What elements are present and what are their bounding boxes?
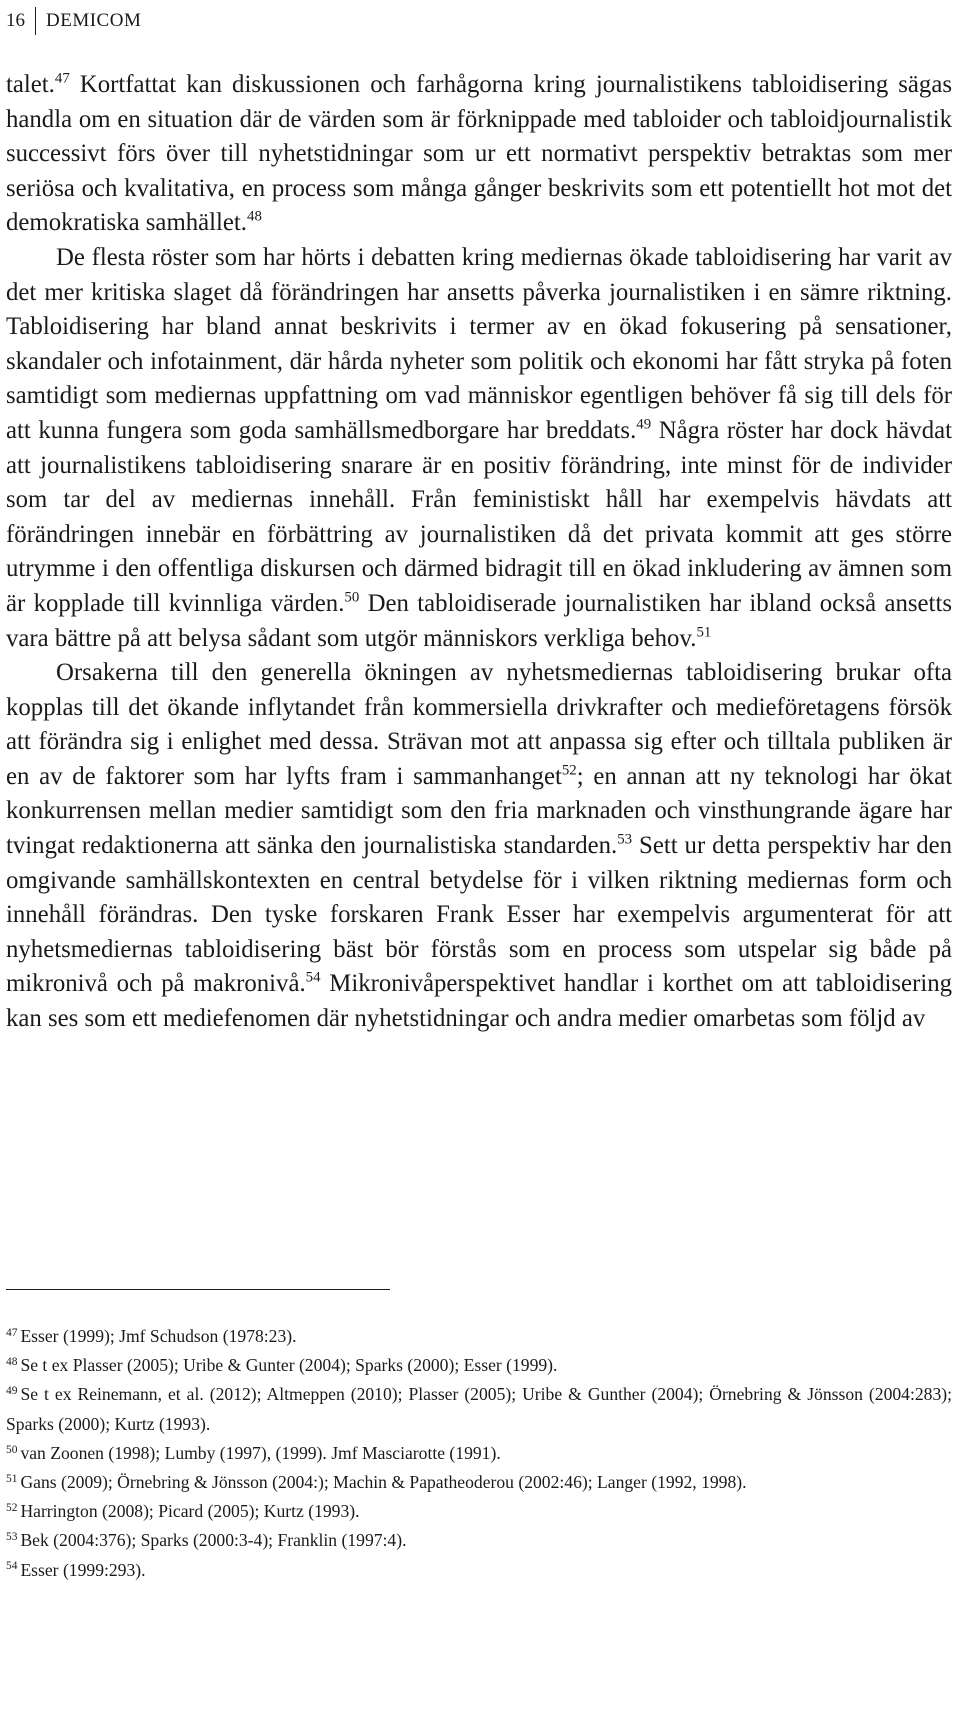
text-run: Orsakerna till den generella ökningen av nyhetsmediernas tabloidisering brukar ofta kopplas till det ökande inflytandet från kommersiella drivkrafter och medieföretagens försök att förändra sig i enlighet med dessa. Strävan mot att anpassa sig efter och tilltala publiken är en av de faktorer som har lyfts fram i sammanhanget bbox=[6, 659, 952, 790]
footnote-text: Esser (1999); Jmf Schudson (1978:23). bbox=[20, 1326, 297, 1346]
footnote-text: Bek (2004:376); Sparks (2000:3-4); Franklin (1997:4). bbox=[20, 1530, 407, 1551]
footnote-text: Esser (1999:293). bbox=[20, 1559, 146, 1580]
paragraph-2 bbox=[6, 241, 952, 656]
footnote-number: 47 bbox=[6, 1326, 18, 1339]
footnote-48 bbox=[6, 1351, 952, 1380]
text-run: ; en annan att ny teknologi har ökat konkurrensen mellan medier samtidigt som den fria marknaden och vinsthungrande ägare har tvingat redaktionerna att sänka den journalistiska standarden. bbox=[6, 762, 952, 860]
footnotes bbox=[6, 1322, 952, 1585]
footnote-51 bbox=[6, 1468, 952, 1497]
text-run: Den tabloidiserade journalistiken har ibland också ansetts vara bättre på att belysa sådant som utgör människors verkliga behov. bbox=[6, 589, 952, 652]
footnote-47 bbox=[6, 1322, 952, 1351]
footnote-number: 51 bbox=[6, 1472, 18, 1485]
footnote-text: Se t ex Plasser (2005); Uribe & Gunter (2004); Sparks (2000); Esser (1999). bbox=[20, 1355, 558, 1376]
footnote-text: Gans (2009); Örnebring & Jönsson (2004:); Machin & Papatheoderou (2002:46); Langer (1992, 1998). bbox=[20, 1472, 747, 1493]
footnote-text: van Zoonen (1998); Lumby (1997), (1999). Jmf Masciarotte (1991). bbox=[20, 1442, 501, 1463]
page-header bbox=[6, 6, 141, 36]
footnote-54 bbox=[6, 1556, 952, 1585]
footnote-number: 50 bbox=[6, 1443, 18, 1456]
text-run: Några röster har dock hävdat att journalistikens tabloidisering snarare är en positiv förändring, inte minst för de individer som tar del av mediernas innehåll. Från feministiskt håll har exempelvis hävdats att förändringen innebär en förbättring av journalistiken då det privata kommit att ges större utrymme i den offentliga diskursen och därmed bidragit till en ökad inkludering av ämnen som är kopplade till kvinnliga värden. bbox=[6, 416, 952, 617]
text-run: Sett ur detta perspektiv har den omgivande samhällskontexten en central betydelse för i vilken riktning mediernas form och innehåll förändras. Den tyske forskaren Frank Esser har exempelvis argumenterat för att nyhetsmediernas tabloidisering bäst bör förstås som en process som utspelar sig både på mikronivå och på makronivå. bbox=[6, 832, 952, 998]
footnote-divider bbox=[6, 1289, 390, 1290]
text-run: De flesta röster som har hörts i debatten kring mediernas ökade tabloidisering har varit av det mer kritiska slaget då förändringen har ansetts påverka journalistiken i en sämre riktning. Tabloidisering har bland annat beskrivits i termer av en ökad fokusering på sensationer, skandaler och infotainment, där hårda nyheter som politik och ekonomi har fått stryka på foten samtidigt som mediernas uppfattning om vad människor egentligen behöver få sig till dels för att kunna fungera som goda samhällsmedborgare har breddats. bbox=[6, 243, 952, 444]
footnote-ref-50: 50 bbox=[344, 589, 360, 606]
text-run: Mikronivåperspektivet handlar i korthet om att tabloidisering kan ses som ett mediefenomen där nyhetstidningar och andra medier omarbetas som följd av bbox=[6, 970, 953, 1033]
footnote-52 bbox=[6, 1497, 952, 1526]
footnote-number: 54 bbox=[6, 1560, 18, 1573]
footnote-53 bbox=[6, 1526, 952, 1555]
footnote-ref-48: 48 bbox=[247, 208, 262, 225]
footnote-ref-53: 53 bbox=[617, 831, 633, 848]
footnote-number: 53 bbox=[6, 1531, 18, 1544]
footnote-number: 52 bbox=[6, 1501, 18, 1514]
body-text bbox=[6, 68, 952, 1037]
footnote-number: 49 bbox=[6, 1385, 18, 1398]
footnote-text: Se t ex Reinemann, et al. (2012); Altmeppen (2010); Plasser (2005); Uribe & Gunther (2004); Örnebring & Jönsson (2004:283); Sparks (2000); Kurtz (1993). bbox=[6, 1384, 952, 1434]
footnote-ref-54: 54 bbox=[305, 969, 321, 986]
footnote-number: 48 bbox=[6, 1355, 18, 1368]
footnote-49 bbox=[6, 1380, 952, 1438]
footnote-text: Harrington (2008); Picard (2005); Kurtz (1993). bbox=[20, 1501, 360, 1522]
paragraph-1 bbox=[6, 68, 952, 241]
footnote-ref-51: 51 bbox=[696, 623, 712, 640]
footnote-50 bbox=[6, 1439, 952, 1468]
footnote-ref-47: 47 bbox=[54, 70, 70, 87]
page-number: 16 bbox=[6, 7, 36, 35]
footnote-ref-49: 49 bbox=[636, 416, 652, 433]
text-run: Kortfattat kan diskussionen och farhågorna kring journalistikens tabloidisering sägas handla om en situation där de värden som är förknippade med tabloider och tabloidjournalistik successivt förs över till nyhetstidningar som ur ett normativt perspektiv betraktas som mer seriösa och kvalitativa, en process som många gånger beskrivits som ett potentiellt hot mot det demokratiska samhället. bbox=[6, 71, 952, 237]
text-run: talet. bbox=[6, 71, 55, 98]
paragraph-3 bbox=[6, 656, 952, 1037]
footnote-ref-52: 52 bbox=[561, 762, 577, 779]
running-head: DEMICOM bbox=[46, 10, 142, 31]
